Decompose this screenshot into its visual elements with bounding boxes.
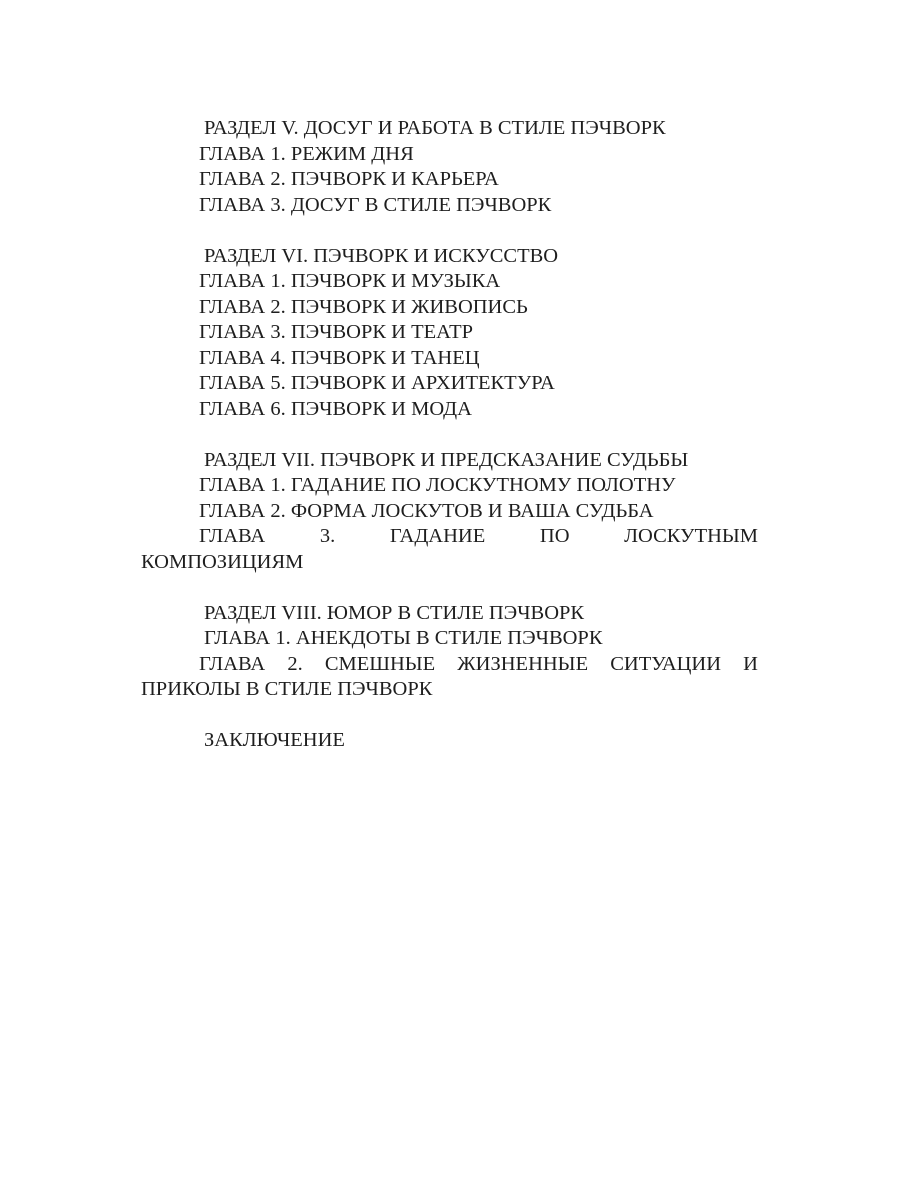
chapter-entry-wrapped-line2: КОМПОЗИЦИЯМ	[141, 550, 304, 573]
chapter-entry: ГЛАВА 3. ДОСУГ В СТИЛЕ ПЭЧВОРК	[199, 193, 552, 216]
section-title: РАЗДЕЛ VIII. ЮМОР В СТИЛЕ ПЭЧВОРК	[204, 601, 585, 624]
chapter-entry: ГЛАВА 1. АНЕКДОТЫ В СТИЛЕ ПЭЧВОРК	[204, 627, 603, 649]
section-title: РАЗДЕЛ VI. ПЭЧВОРК И ИСКУССТВО	[204, 244, 559, 267]
chapter-entry: ГЛАВА 6. ПЭЧВОРК И МОДА	[199, 397, 472, 420]
section-title: РАЗДЕЛ V. ДОСУГ И РАБОТА В СТИЛЕ ПЭЧВОРК	[204, 117, 666, 139]
chapter-entry: ГЛАВА 1. РЕЖИМ ДНЯ	[199, 142, 414, 165]
chapter-entry: ГЛАВА 4. ПЭЧВОРК И ТАНЕЦ	[199, 346, 480, 369]
chapter-entry: ГЛАВА 1. ГАДАНИЕ ПО ЛОСКУТНОМУ ПОЛОТНУ	[199, 474, 676, 496]
conclusion-entry: ЗАКЛЮЧЕНИЕ	[204, 729, 345, 751]
chapter-entry: ГЛАВА 5. ПЭЧВОРК И АРХИТЕКТУРА	[199, 372, 555, 394]
chapter-entry-wrapped-line1: ГЛАВА 3. ГАДАНИЕ ПО ЛОСКУТНЫМ	[199, 525, 758, 547]
spacer	[141, 218, 758, 244]
chapter-entry-wrapped-line2: ПРИКОЛЫ В СТИЛЕ ПЭЧВОРК	[141, 678, 433, 700]
chapter-entry-wrapped-line1: ГЛАВА 2. СМЕШНЫЕ ЖИЗНЕННЫЕ СИТУАЦИИ И	[199, 652, 758, 675]
chapter-entry: ГЛАВА 2. ФОРМА ЛОСКУТОВ И ВАША СУДЬБА	[199, 499, 654, 522]
spacer	[141, 703, 758, 729]
section-title: РАЗДЕЛ VII. ПЭЧВОРК И ПРЕДСКАЗАНИЕ СУДЬБЫ	[204, 448, 689, 471]
chapter-entry: ГЛАВА 2. ПЭЧВОРК И ЖИВОПИСЬ	[199, 295, 528, 318]
spacer	[141, 575, 758, 601]
chapter-entry: ГЛАВА 1. ПЭЧВОРК И МУЗЫКА	[199, 270, 501, 292]
chapter-entry: ГЛАВА 3. ПЭЧВОРК И ТЕАТР	[199, 321, 474, 343]
spacer	[141, 422, 758, 448]
chapter-entry: ГЛАВА 2. ПЭЧВОРК И КАРЬЕРА	[199, 168, 499, 190]
table-of-contents	[141, 116, 758, 754]
